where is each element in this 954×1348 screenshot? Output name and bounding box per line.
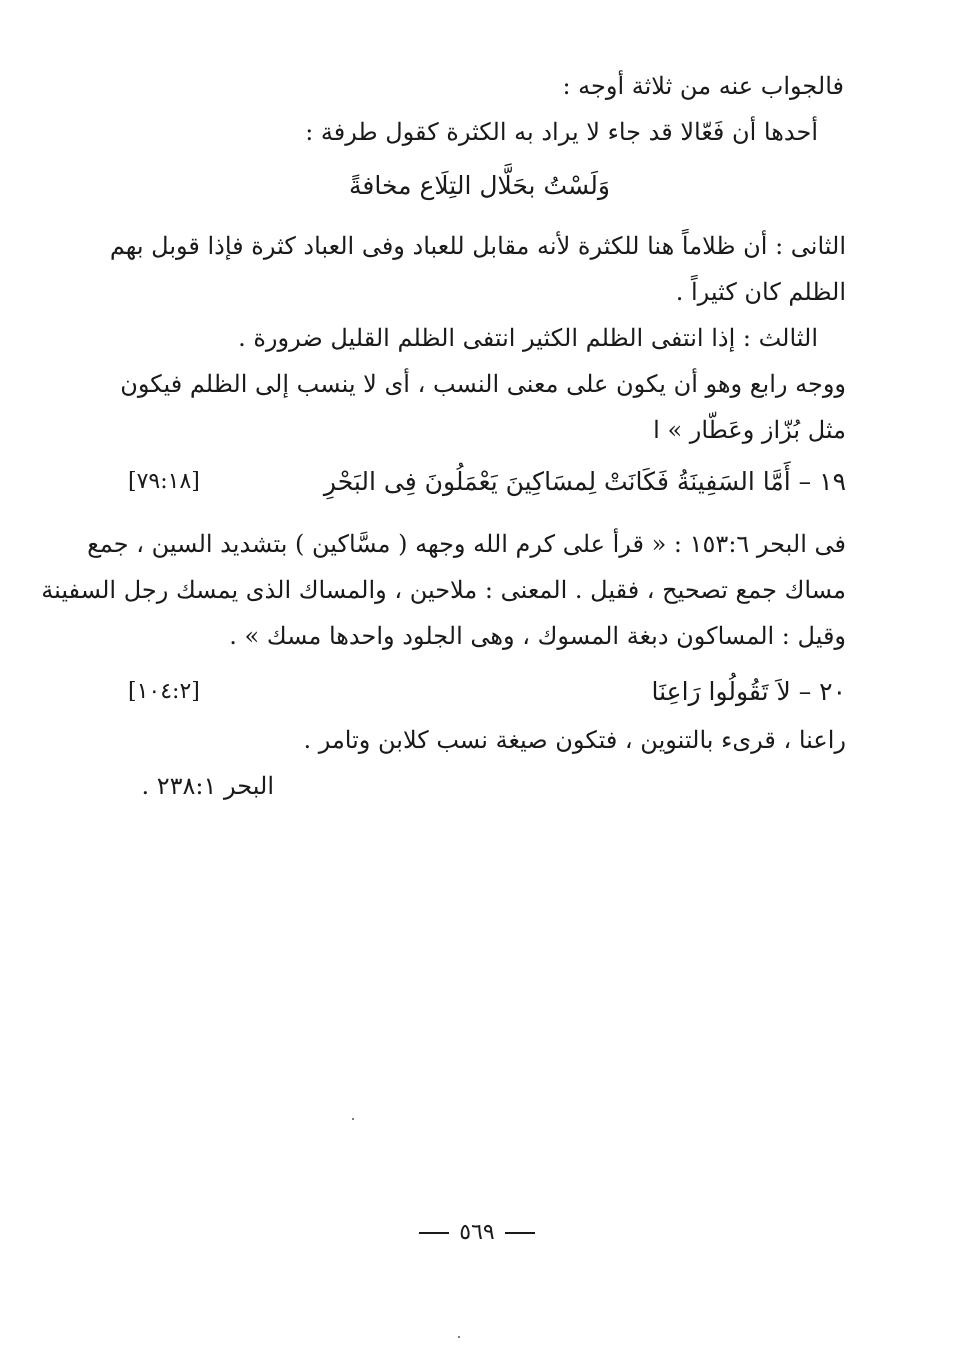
- text-line: ووجه رابع وهو أن يكون على معنى النسب ، أى لا ينسب إلى الظلم فيكون: [120, 370, 846, 398]
- source-reference: البحر ٢٣٨:١ .: [141, 772, 274, 800]
- poetry-verse: وَلَسْتُ بحَلَّال التِلَاع مخافةً: [349, 171, 610, 200]
- text-line: الثانى : أن ظلاماً هنا للكثرة لأنه مقابل للعباد وفى العباد كثرة فإذا قوبل بهم: [109, 232, 846, 260]
- scan-speck: [458, 1336, 460, 1338]
- quran-entry-20: ٢٠ – لاَ تَقُولُوا رَاعِنَا: [651, 677, 846, 706]
- text-line: الثالث : إذا انتفى الظلم الكثير انتفى الظلم القليل ضرورة .: [238, 324, 818, 352]
- text-line: أحدها أن فَعّالا قد جاء لا يراد به الكثرة كقول طرفة :: [305, 118, 818, 146]
- text-line: راعنا ، قرىء بالتنوين ، فتكون صيغة نسب كلابن وتامر .: [303, 726, 846, 754]
- text-line: وقيل : المساكون دبغة المسوك ، وهى الجلود واحدها مسك » .: [229, 622, 846, 650]
- text-line: فالجواب عنه من ثلاثة أوجه :: [562, 72, 844, 100]
- page-number: ٥٦٩: [459, 1220, 495, 1245]
- scan-speck: [352, 1118, 354, 1120]
- footer-dash: [419, 1232, 449, 1234]
- text-line: مساك جمع تصحيح ، فقيل . المعنى : ملاحين ، والمساك الذى يمسك رجل السفينة: [41, 576, 846, 604]
- quran-entry-19: ١٩ – أَمَّا السَفِينَةُ فَكَانَتْ لِمسَاكِينَ يَعْمَلُونَ فِى البَحْرِ: [323, 467, 846, 496]
- text-line: مثل بُزّاز وعَطّار » ا: [653, 416, 846, 444]
- verse-reference-20: [١٠٤:٢]: [128, 679, 200, 704]
- footer-dash: [505, 1232, 535, 1234]
- text-line: فى البحر ١٥٣:٦ : « قرأ على كرم الله وجهه ( مسَّاكين ) بتشديد السين ، جمع: [87, 530, 846, 558]
- page-footer: [0, 1218, 954, 1248]
- text-line: الظلم كان كثيراً .: [675, 278, 846, 306]
- verse-reference-19: [٧٩:١٨]: [128, 469, 200, 494]
